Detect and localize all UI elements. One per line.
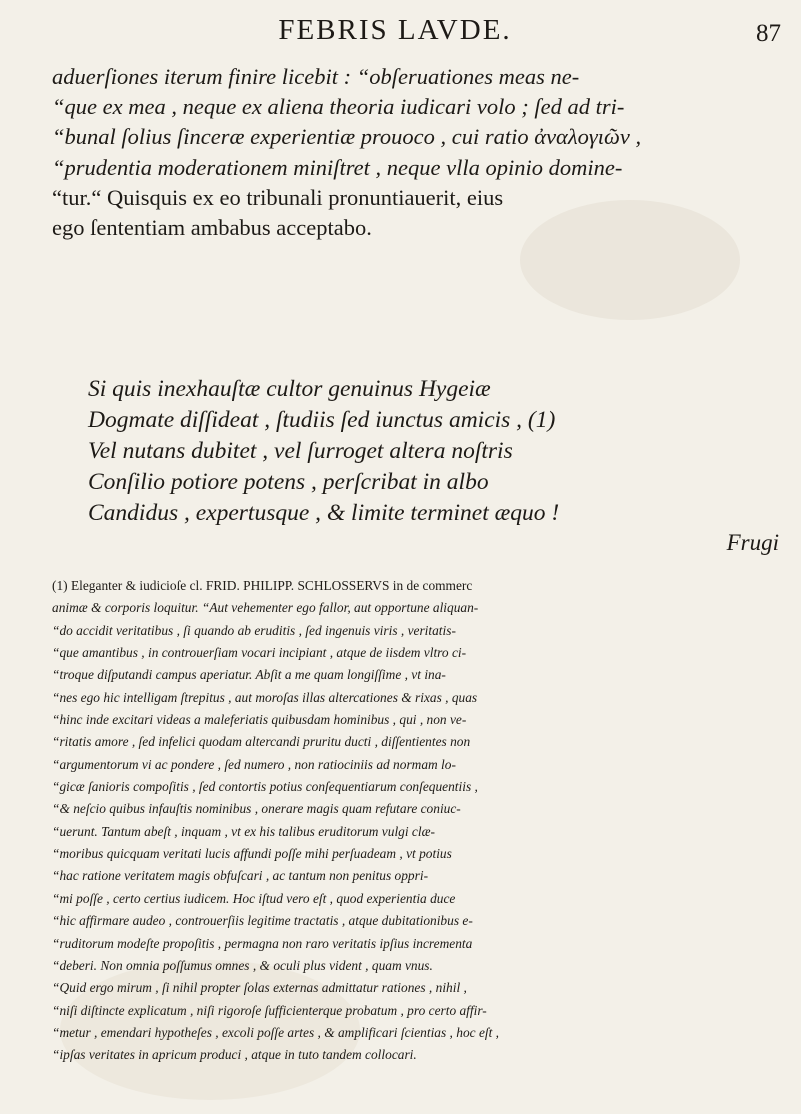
text-line: “que ex mea , neque ex aliena theoria iudicari volo ; ſed ad tri- — [52, 94, 625, 120]
footnote-line: “gicæ ſanioris compoſitis , ſed contortis potius conſequentiarum conſequentiis , — [52, 779, 478, 795]
footnote-line: “& neſcio quibus infauſtis nominibus , onerare magis quam refutare coniuc- — [52, 801, 461, 817]
footnote-line: “Quid ergo mirum , ſi nihil propter ſolas externas admittatur rationes , nihil , — [52, 980, 467, 996]
footnote-line: “hic affirmare audeo , controuerſiis legitime tractatis , atque dubitationibus e- — [52, 913, 473, 929]
footnote-line: “metur , emendari hypotheſes , excoli poſſe artes , & amplificari ſcientias , hoc eſt , — [52, 1024, 500, 1040]
verse-line: Candidus , expertusque , & limite terminet æquo ! — [88, 500, 560, 526]
verse-line: Vel nutans dubitet , vel ſurroget altera noſtris — [88, 438, 513, 464]
footnote-line: (1) Eleganter & iudicioſe cl. FRID. PHILIPP. SCHLOSSERVS in de commerc — [52, 578, 473, 593]
footnote-line: animæ & corporis loquitur. “Aut vehementer ego fallor, aut opportune aliquan- — [52, 600, 479, 616]
footnote-line: “troque diſputandi campus aperiatur. Abſit a me quam longiſſime , vt ina- — [52, 667, 446, 683]
footnote-line: “deberi. Non omnia poſſumus omnes , & oculi plus vident , quam vnus. — [52, 957, 433, 973]
footnote-line: “mi poſſe , certo certius iudicem. Hoc iſtud vero eſt , quod experientia duce — [52, 890, 456, 906]
page-number: 87 — [756, 20, 781, 47]
verse-block — [78, 374, 778, 529]
footnote-line: “niſi diſtincte explicatum , niſi rigoroſe ſufficienterque probatum , pro certo affir- — [52, 1002, 487, 1018]
running-head: FEBRIS LAVDE. — [278, 14, 512, 46]
verse-line: Si quis inexhauſtæ cultor genuinus Hygeiæ — [88, 376, 491, 402]
text-line: “tur.“ Quisquis ex eo tribunali pronuntiauerit, eius — [52, 184, 504, 210]
footnote-line: “ritatis amore , ſed infelici quodam altercandi pruritu ducti , diſſentientes non — [52, 734, 471, 750]
footnote-line: “do accidit veritatibus , ſi quando ab eruditis , ſed ingenuis viris , veritatis- — [52, 622, 456, 638]
footnote-line: “hinc inde excitari videas a maleferiatis quibusdam hominibus , qui , non ve- — [52, 712, 467, 728]
footnote-line: “que amantibus , in controuerſiam vocari incipiant , atque de iisdem vltro ci- — [52, 645, 467, 661]
footnote-line: “ruditorum modeſte propoſitis , permagna non raro veritatis ipſius incrementa — [52, 935, 473, 951]
verse-line: Conſilio potiore potens , perſcribat in albo — [88, 469, 489, 495]
page-header — [0, 12, 801, 52]
text-line: “prudentia moderationem miniſtret , neque vlla opinio domine- — [52, 154, 623, 180]
footnote-line: “ipſas veritates in apricum produci , atque in tuto tandem collocari. — [52, 1047, 417, 1063]
footnote — [52, 575, 792, 1067]
text-line: ego ſententiam ambabus acceptabo. — [52, 215, 372, 241]
footnote-line: “hac ratione veritatem magis obfuſcari , ac tantum non penitus oppri- — [52, 868, 429, 884]
main-text — [52, 62, 787, 243]
text-line: “bunal ſolius ſinceræ experientiæ prouoco , cui ratio ἀναλογιῶν , — [52, 124, 642, 150]
footnote-line: “uerunt. Tantum abeſt , inquam , vt ex his talibus eruditorum vulgi clæ- — [52, 823, 435, 839]
text-line-content: aduerſiones iterum finire licebit : “obſeruationes meas ne- — [52, 64, 580, 89]
footnote-line: “nes ego hic intelligam ſtrepitus , aut moroſas illas altercationes & rixas , quas — [52, 689, 478, 705]
text-line — [52, 62, 787, 92]
catchword: Frugi — [726, 530, 779, 555]
verse-line: Dogmate diſſideat , ſtudiis ſed iunctus amicis , (1) — [88, 407, 556, 433]
footnote-line: “moribus quicquam veritati lucis affundi poſſe mihi perſuadeam , vt potius — [52, 846, 452, 862]
footnote-line: “argumentorum vi ac pondere , ſed numero , non ratiociniis ad normam lo- — [52, 756, 456, 772]
